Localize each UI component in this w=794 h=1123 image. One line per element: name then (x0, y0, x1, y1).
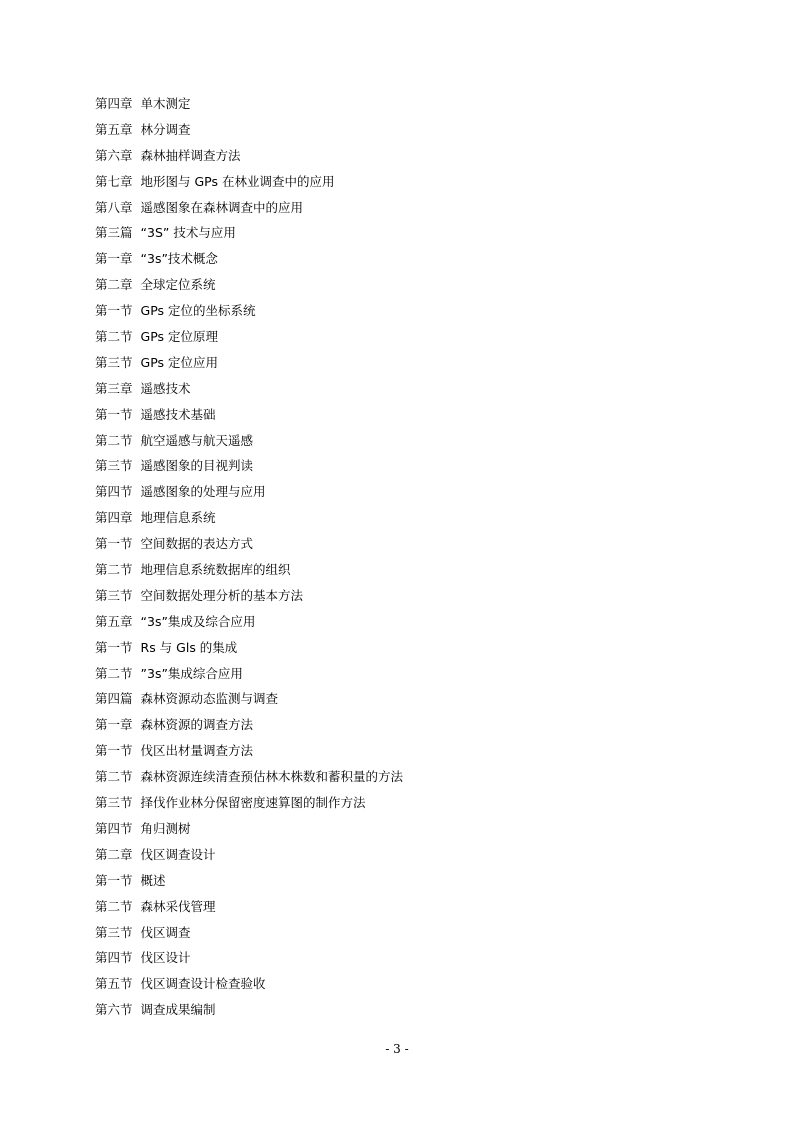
toc-entry-label: 第五章 (95, 613, 133, 629)
toc-entry (95, 354, 403, 380)
toc-entry-label: 第一章 (95, 251, 133, 267)
toc-entry-label: 第三节 (95, 795, 133, 811)
toc-entry (95, 665, 403, 691)
toc-entry-title: GPs 定位原理 (140, 329, 219, 345)
toc-entry-title: 遥感图象的目视判读 (140, 458, 254, 474)
toc-entry-title: 遥感技术 (140, 380, 191, 396)
toc-entry-label: 第五节 (95, 976, 133, 992)
toc-entry (95, 147, 403, 173)
toc-entry (95, 561, 403, 587)
toc-entry-label: 第一章 (95, 717, 133, 733)
toc-entry (95, 639, 403, 665)
toc-entry-title: 森林资源动态监测与调查 (140, 691, 279, 707)
toc-entry-title: 全球定位系统 (140, 277, 216, 293)
toc-entry-label: 第二节 (95, 898, 133, 914)
toc-entry-title: 伐区设计 (140, 950, 191, 966)
toc-entry (95, 95, 403, 121)
toc-entry (95, 380, 403, 406)
toc-entry (95, 328, 403, 354)
toc-entry (95, 1001, 403, 1027)
toc-entry-label: 第三篇 (95, 225, 133, 241)
toc-entry-label: 第一节 (95, 303, 133, 319)
toc-entry (95, 276, 403, 302)
toc-entry-title: 地理信息系统数据库的组织 (140, 562, 291, 578)
toc-entry (95, 768, 403, 794)
toc-entry (95, 872, 403, 898)
toc-entry-label: 第一节 (95, 743, 133, 759)
toc-entry-title: 伐区调查设计 (140, 846, 216, 862)
toc-entry-label: 第二节 (95, 329, 133, 345)
toc-entry (95, 898, 403, 924)
toc-entry (95, 949, 403, 975)
toc-entry-title: 概述 (140, 872, 166, 888)
toc-entry-label: 第四节 (95, 950, 133, 966)
toc-entry (95, 690, 403, 716)
toc-entry-label: 第一节 (95, 872, 133, 888)
toc-entry (95, 250, 403, 276)
toc-entry-title: 调查成果编制 (140, 1002, 216, 1018)
toc-entry-label: 第八章 (95, 199, 133, 215)
toc-entry-label: 第三节 (95, 354, 133, 370)
toc-entry-title: “3S” 技术与应用 (140, 225, 236, 241)
toc-entry-title: 遥感技术基础 (140, 406, 216, 422)
toc-entry-title: 空间数据处理分析的基本方法 (140, 587, 304, 603)
toc-entry-label: 第四节 (95, 484, 133, 500)
table-of-contents (95, 95, 403, 1027)
toc-entry-title: 伐区出材量调查方法 (140, 743, 254, 759)
toc-entry-title: 遥感图象在森林调查中的应用 (140, 199, 304, 215)
toc-entry-title: Rs 与 Gls 的集成 (140, 639, 238, 655)
toc-entry-label: 第三节 (95, 587, 133, 603)
toc-entry-label: 第二章 (95, 277, 133, 293)
toc-entry (95, 121, 403, 147)
toc-entry-label: 第六节 (95, 1002, 133, 1018)
toc-entry-title: 角归测树 (140, 820, 191, 836)
toc-entry-title: “3s”集成及综合应用 (140, 613, 256, 629)
toc-entry (95, 924, 403, 950)
toc-entry-label: 第二节 (95, 562, 133, 578)
toc-entry (95, 406, 403, 432)
toc-entry-title: 森林抽样调查方法 (140, 147, 241, 163)
toc-entry-title: 单木测定 (140, 96, 191, 111)
toc-entry (95, 302, 403, 328)
toc-entry (95, 846, 403, 872)
toc-entry (95, 457, 403, 483)
toc-entry (95, 173, 403, 199)
toc-entry-label: 第三章 (95, 380, 133, 396)
toc-entry-label: 第七章 (95, 173, 133, 189)
toc-entry (95, 587, 403, 613)
toc-entry-title: 地理信息系统 (140, 510, 216, 526)
toc-entry-label: 第四节 (95, 820, 133, 836)
toc-entry-title: 伐区调查设计检查验收 (140, 976, 266, 992)
toc-entry-label: 第三节 (95, 924, 133, 940)
toc-entry (95, 432, 403, 458)
toc-entry-label: 第三节 (95, 458, 133, 474)
toc-entry (95, 794, 403, 820)
toc-entry-label: 第五章 (95, 121, 133, 137)
toc-entry-title: 伐区调查 (140, 924, 191, 940)
toc-entry-label: 第二章 (95, 846, 133, 862)
toc-entry-label: 第一节 (95, 536, 133, 552)
toc-entry-label: 第六章 (95, 147, 133, 163)
page-number: - 3 - (385, 1042, 409, 1056)
toc-entry-title: GPs 定位应用 (140, 354, 219, 370)
toc-entry-title: GPs 定位的坐标系统 (140, 303, 256, 319)
toc-entry-title: “3s”技术概念 (140, 251, 218, 267)
toc-entry (95, 535, 403, 561)
toc-entry-title: 择伐作业林分保留密度速算图的制作方法 (140, 795, 366, 811)
toc-entry-title: 林分调查 (140, 121, 191, 137)
toc-entry-label: 第一节 (95, 406, 133, 422)
toc-entry (95, 613, 403, 639)
toc-entry-label: 第四章 (95, 510, 133, 526)
toc-entry-title: ”3s”集成综合应用 (140, 665, 243, 681)
toc-entry-label: 第二节 (95, 769, 133, 785)
toc-entry-label: 第四章 (95, 96, 133, 111)
toc-entry-label: 第四篇 (95, 691, 133, 707)
toc-entry (95, 820, 403, 846)
toc-entry-title: 航空遥感与航天遥感 (140, 432, 254, 448)
toc-entry (95, 483, 403, 509)
toc-entry-label: 第一节 (95, 639, 133, 655)
toc-entry-title: 空间数据的表达方式 (140, 536, 254, 552)
toc-entry (95, 975, 403, 1001)
toc-entry-title: 遥感图象的处理与应用 (140, 484, 266, 500)
toc-entry-title: 森林资源的调查方法 (140, 717, 254, 733)
toc-entry-title: 地形图与 GPs 在林业调查中的应用 (140, 173, 335, 189)
toc-entry-label: 第二节 (95, 665, 133, 681)
toc-entry (95, 742, 403, 768)
toc-entry-label: 第二节 (95, 432, 133, 448)
toc-entry (95, 224, 403, 250)
toc-entry (95, 509, 403, 535)
toc-entry-title: 森林资源连续清查预估林木株数和蓄积量的方法 (140, 769, 404, 785)
toc-entry (95, 716, 403, 742)
toc-entry-title: 森林采伐管理 (140, 898, 216, 914)
toc-entry (95, 199, 403, 225)
